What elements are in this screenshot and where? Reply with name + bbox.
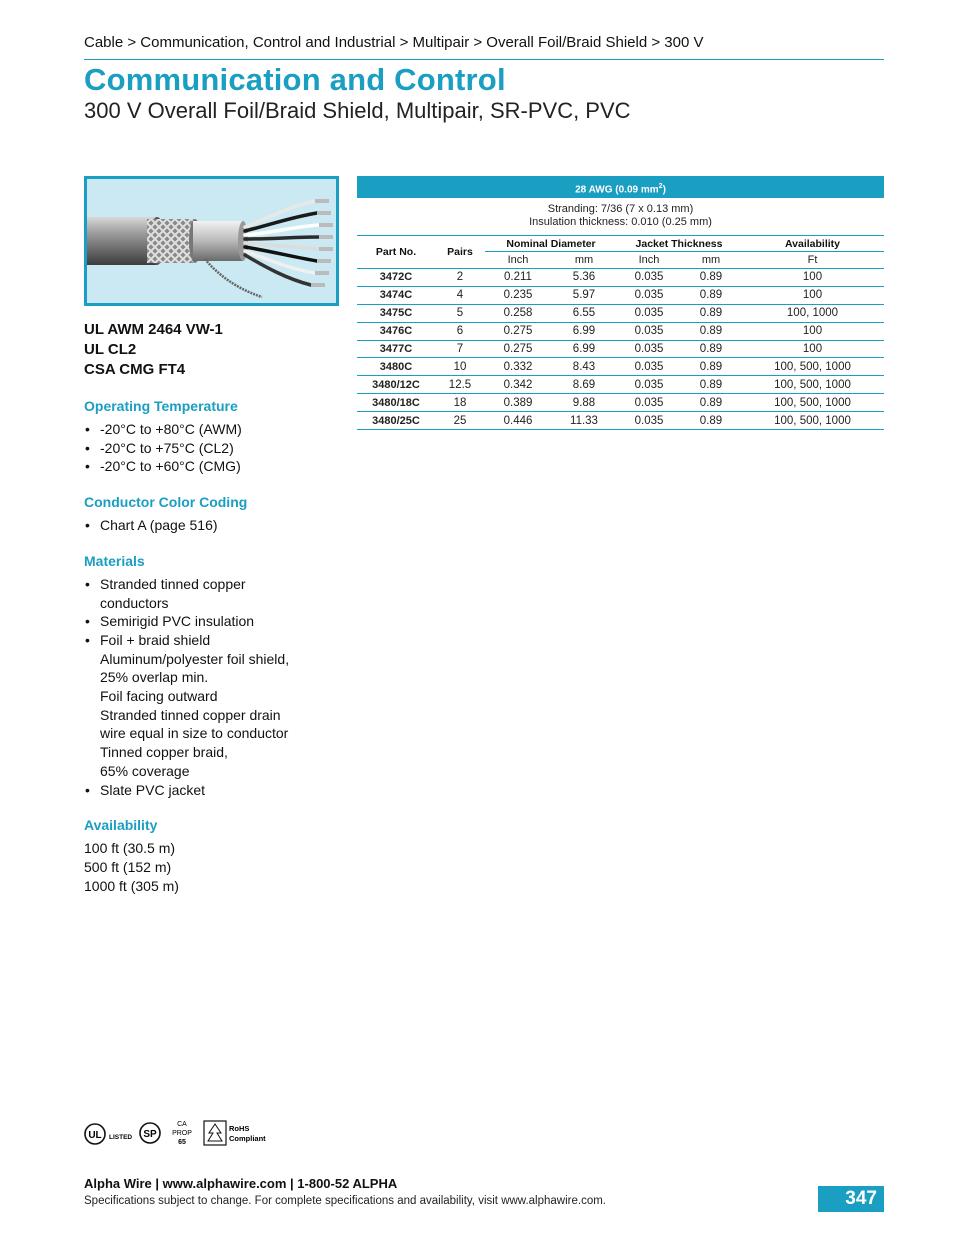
cell-nd-mm: 6.55 [551,304,617,322]
ratings [84,320,344,380]
cell-jt-mm: 0.89 [681,412,741,430]
ul-listed-text: LISTED [109,1134,133,1141]
cell-part-no: 3474C [357,286,435,304]
list-item: • Chart A (page 516) [84,516,344,535]
cell-part-no: 3475C [357,304,435,322]
awg-title-suffix: ) [662,184,666,196]
page-number: 347 [818,1186,884,1212]
cell-nd-inch: 0.389 [485,394,551,412]
list-item: • Foil + braid shield [84,631,344,650]
header-rule [84,59,884,60]
stranding-note [357,198,884,235]
cell-jt-mm: 0.89 [681,340,741,358]
cell-nd-mm: 6.99 [551,322,617,340]
page-subtitle: 300 V Overall Foil/Braid Shield, Multipair, SR-PVC, PVC [84,98,631,123]
cell-pairs: 2 [435,269,485,287]
cell-availability: 100, 500, 1000 [741,412,884,430]
cell-jt-inch: 0.035 [617,304,681,322]
cell-jt-inch: 0.035 [617,286,681,304]
cell-jt-mm: 0.89 [681,304,741,322]
breadcrumb: Cable > Communication, Control and Industrial > Multipair > Overall Foil/Braid Shield > 300 V [84,34,704,51]
cell-part-no: 3476C [357,322,435,340]
cell-jt-mm: 0.89 [681,358,741,376]
col-availability: Availability [741,236,884,252]
cell-nd-inch: 0.211 [485,269,551,287]
cell-part-no: 3477C [357,340,435,358]
list-item: • Slate PVC jacket [84,781,344,800]
csa-logo [140,1123,160,1143]
svg-text:SP: SP [143,1129,157,1140]
logo-strip [84,1118,274,1150]
table-row [357,322,884,340]
cell-jt-inch: 0.035 [617,269,681,287]
cell-pairs: 7 [435,340,485,358]
insulation-text: Insulation thickness: 0.010 (0.25 mm) [529,216,712,228]
availability-list [84,839,344,895]
cell-nd-mm: 11.33 [551,412,617,430]
table-row [357,304,884,322]
col-part-no: Part No. [357,236,435,269]
cell-pairs: 10 [435,358,485,376]
list-item [84,575,344,612]
cell-availability: 100, 500, 1000 [741,358,884,376]
list-item: • -20°C to +75°C (CL2) [84,439,344,458]
cell-nd-inch: 0.275 [485,322,551,340]
cell-jt-mm: 0.89 [681,322,741,340]
cell-availability: 100 [741,340,884,358]
stranding-text: Stranding: 7/36 (7 x 0.13 mm) [547,203,694,215]
cell-nd-inch: 0.342 [485,376,551,394]
cell-part-no: 3480/25C [357,412,435,430]
certification-logos [84,1118,274,1148]
color-coding-list [84,516,344,535]
rohs-logo [204,1121,266,1145]
prop65-ca: CA [177,1121,187,1128]
materials-list-end [84,781,344,800]
cell-jt-inch: 0.035 [617,340,681,358]
cell-jt-inch: 0.035 [617,322,681,340]
awg-title: 28 AWG (0.09 mm [575,184,659,196]
table-row [357,394,884,412]
cell-availability: 100 [741,269,884,287]
unit-nd-inch: Inch [485,252,551,269]
cell-jt-mm: 0.89 [681,376,741,394]
shield-line: Tinned copper braid, [100,744,228,761]
list-item: • Semirigid PVC insulation [84,612,344,631]
unit-nd-mm: mm [551,252,617,269]
cell-pairs: 12.5 [435,376,485,394]
operating-temperature-heading: Operating Temperature [84,398,238,414]
cell-pairs: 18 [435,394,485,412]
cell-jt-mm: 0.89 [681,269,741,287]
footer-contact: Alpha Wire | www.alphawire.com | 1-800-52 ALPHA [84,1176,398,1191]
spec-table [357,176,884,430]
materials-heading: Materials [84,552,145,569]
table-row [357,340,884,358]
cell-nd-inch: 0.275 [485,340,551,358]
cell-jt-inch: 0.035 [617,412,681,430]
cell-nd-mm: 8.69 [551,376,617,394]
col-nominal-diameter: Nominal Diameter [485,236,617,252]
unit-avail-ft: Ft [741,252,884,269]
table-row [357,412,884,430]
prop65-65: 65 [178,1139,186,1146]
rating-ul-awm: UL AWM 2464 VW-1 [84,321,223,338]
availability-line: 1000 ft (305 m) [84,877,179,894]
list-item: • -20°C to +80°C (AWM) [84,420,344,439]
cell-nd-mm: 6.99 [551,340,617,358]
svg-text:UL: UL [88,1130,102,1141]
ul-listed-logo [85,1124,132,1144]
cell-jt-inch: 0.035 [617,358,681,376]
cell-pairs: 4 [435,286,485,304]
prop65-logo [172,1121,192,1146]
cell-nd-mm: 8.43 [551,358,617,376]
shield-line: Foil facing outward [100,688,218,705]
cell-availability: 100 [741,322,884,340]
col-jacket-thickness: Jacket Thickness [617,236,741,252]
cell-nd-mm: 5.97 [551,286,617,304]
list-item: • -20°C to +60°C (CMG) [84,457,344,476]
shield-line: wire equal in size to conductor [100,725,289,742]
footer-disclaimer: Specifications subject to change. For complete specifications and availability, visit www.alphawire.com. [84,1195,607,1207]
cell-pairs: 6 [435,322,485,340]
cell-availability: 100 [741,286,884,304]
cable-photo [84,176,339,306]
availability-heading: Availability [84,817,158,834]
shield-line: Stranded tinned copper drain [100,706,281,723]
prop65-prop: PROP [172,1130,192,1137]
cell-nd-inch: 0.258 [485,304,551,322]
part-table [357,235,884,430]
cable-illustration [87,179,336,303]
cell-jt-inch: 0.035 [617,394,681,412]
col-pairs: Pairs [435,236,485,269]
rating-ul-cl2: UL CL2 [84,341,137,358]
cell-nd-inch: 0.332 [485,358,551,376]
table-row [357,269,884,287]
cell-part-no: 3480/12C [357,376,435,394]
cell-nd-inch: 0.446 [485,412,551,430]
spec-column [84,320,344,895]
cell-availability: 100, 1000 [741,304,884,322]
materials-conductor-line2: conductors [100,594,169,611]
cell-availability: 100, 500, 1000 [741,394,884,412]
table-row [357,358,884,376]
cell-jt-mm: 0.89 [681,394,741,412]
cell-nd-mm: 9.88 [551,394,617,412]
color-coding-heading: Conductor Color Coding [84,494,248,511]
cell-pairs: 25 [435,412,485,430]
cell-availability: 100, 500, 1000 [741,376,884,394]
unit-jt-mm: mm [681,252,741,269]
table-row [357,376,884,394]
cell-pairs: 5 [435,304,485,322]
shield-details [84,650,344,781]
awg-title-sup: 2 [658,183,663,190]
materials-conductor-line1: Stranded tinned copper [100,575,246,592]
cell-part-no: 3480/18C [357,394,435,412]
cell-part-no: 3472C [357,269,435,287]
page-title: Communication and Control [84,62,506,97]
rating-csa: CSA CMG FT4 [84,361,186,378]
rohs-line2: Compliant [229,1134,266,1143]
cell-jt-inch: 0.035 [617,376,681,394]
unit-jt-inch: Inch [617,252,681,269]
cell-nd-inch: 0.235 [485,286,551,304]
cell-part-no: 3480C [357,358,435,376]
rohs-line1: RoHS [229,1124,250,1133]
shield-line: 25% overlap min. [100,669,209,686]
availability-line: 500 ft (152 m) [84,858,172,875]
operating-temperature-list [84,420,344,476]
cell-nd-mm: 5.36 [551,269,617,287]
shield-line: Aluminum/polyester foil shield, [100,650,290,667]
availability-line: 100 ft (30.5 m) [84,840,176,857]
shield-line: 65% coverage [100,762,190,779]
materials-list [84,575,344,650]
cell-jt-mm: 0.89 [681,286,741,304]
table-row [357,286,884,304]
awg-header [357,176,884,198]
